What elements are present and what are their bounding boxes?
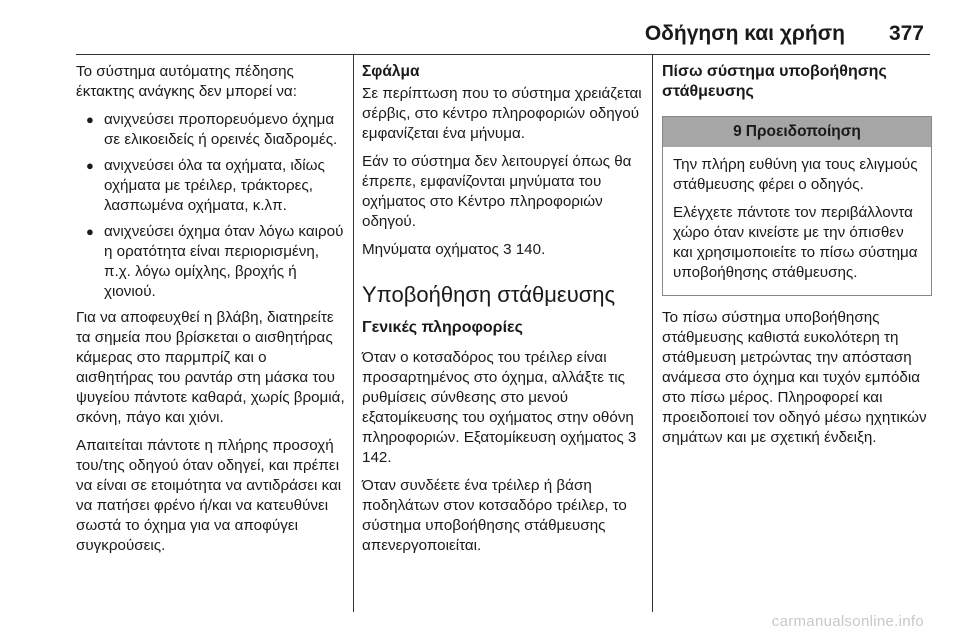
column-divider-2 — [652, 54, 653, 612]
column-3 — [662, 62, 932, 456]
warning-title: Προειδοποίηση — [745, 123, 861, 140]
section-heading: Υποβοήθηση στάθμευσης — [362, 282, 616, 307]
error-heading: Σφάλμα — [362, 63, 420, 80]
page-header — [0, 22, 924, 46]
page-number: 377 — [888, 22, 924, 45]
list-item: ● ανιχνεύσει προπορευόμενο όχημα σε ελικοειδείς ή ορεινές διαδρομές. — [76, 110, 346, 150]
header-rule — [76, 54, 930, 55]
info-paragraph-1: Όταν ο κοτσαδόρος του τρέιλερ είναι προσαρτημένος στο όχημα, αλλάξτε τις ρυθμίσεις σύνθεσης στο μενού εξατομίκευσης του οχήματος στην οθόνη πληροφοριών. Εξατομίκευση οχήματος 3 142. — [362, 349, 637, 466]
warning-icon: 9 — [733, 123, 742, 140]
list-item: ● ανιχνεύσει όλα τα οχήματα, ιδίως οχήματα με τρέιλερ, τράκτορες, λασπωμένα οχήματα, κ.λπ. — [76, 156, 346, 216]
error-paragraph-3: Μηνύματα οχήματος 3 140. — [362, 241, 546, 258]
warning-paragraph-2: Ελέγχετε πάντοτε τον περιβάλλοντα χώρο όταν κινείστε με την όπισθεν και χρησιμοποιείτε το πίσω σύστημα υποβοήθησης στάθμευσης. — [673, 204, 918, 281]
warning-body — [663, 147, 931, 295]
list-item: ● ανιχνεύσει όχημα όταν λόγω καιρού η ορατότητα είναι περιορισμένη, π.χ. λόγω ομίχλης, βροχής ή χιονιού. — [76, 222, 346, 302]
error-paragraph-1: Σε περίπτωση που το σύστημα χρειάζεται σέρβις, στο κέντρο πληροφοριών οδηγού εμφανίζεται ένα μήνυμα. — [362, 85, 642, 142]
sensor-paragraph: Για να αποφευχθεί η βλάβη, διατηρείτε τα σημεία που βρίσκεται ο αισθητήρας κάμερας στο παρμπρίζ και ο αισθητήρας του ραντάρ στη μάσκα του ψυγείου πάντοτε καθαρά, χωρίς βρομιά, σκόνη, πάγο και χιόνι. — [76, 309, 345, 426]
column-divider-1 — [353, 54, 354, 612]
subsection-heading: Γενικές πληροφορίες — [362, 319, 523, 336]
watermark: carmanualsonline.info — [771, 613, 924, 630]
column-2 — [362, 62, 644, 564]
info-paragraph-2: Όταν συνδέετε ένα τρέιλερ ή βάση ποδηλάτων στον κοτσαδόρο τρέιλερ, το σύστημα υποβοήθησης στάθμευσης απενεργοποιείται. — [362, 477, 627, 554]
rear-parking-paragraph: Το πίσω σύστημα υποβοήθησης στάθμευσης καθιστά ευκολότερη τη στάθμευση μετρώντας την απόσταση ανάμεσα στο όχημα και τυχόν εμπόδια στο πίσω μέρος. Πληροφορεί και προειδοποιεί τον οδηγό μέσω ηχητικών σημάτων και με σχετική ένδειξη. — [662, 309, 927, 446]
warning-paragraph-1: Την πλήρη ευθύνη για τους ελιγμούς στάθμευσης φέρει ο οδηγός. — [673, 156, 918, 193]
warning-header — [663, 117, 931, 147]
column-1 — [76, 62, 346, 564]
section-title: Οδήγηση και χρήση — [644, 22, 845, 45]
error-paragraph-2: Εάν το σύστημα δεν λειτουργεί όπως θα έπρεπε, εμφανίζονται μηνύματα του οχήματος στο Κέντρο πληροφοριών οδηγού. — [362, 153, 632, 230]
attention-paragraph: Απαιτείται πάντοτε η πλήρης προσοχή του/της οδηγού όταν οδηγεί, και πρέπει να είναι σε ετοιμότητα να αντιδράσει και να πατήσει φρένο ή/και να κατευθύνει σωστά το όχημα για να αποφύγει συγκρούσεις. — [76, 437, 342, 554]
limitation-list — [76, 110, 346, 302]
rear-parking-heading: Πίσω σύστημα υποβοήθησης στάθμευσης — [662, 63, 887, 100]
warning-box — [662, 116, 932, 296]
intro-paragraph: Το σύστημα αυτόματης πέδησης έκτακτης ανάγκης δεν μπορεί να: — [76, 63, 297, 100]
